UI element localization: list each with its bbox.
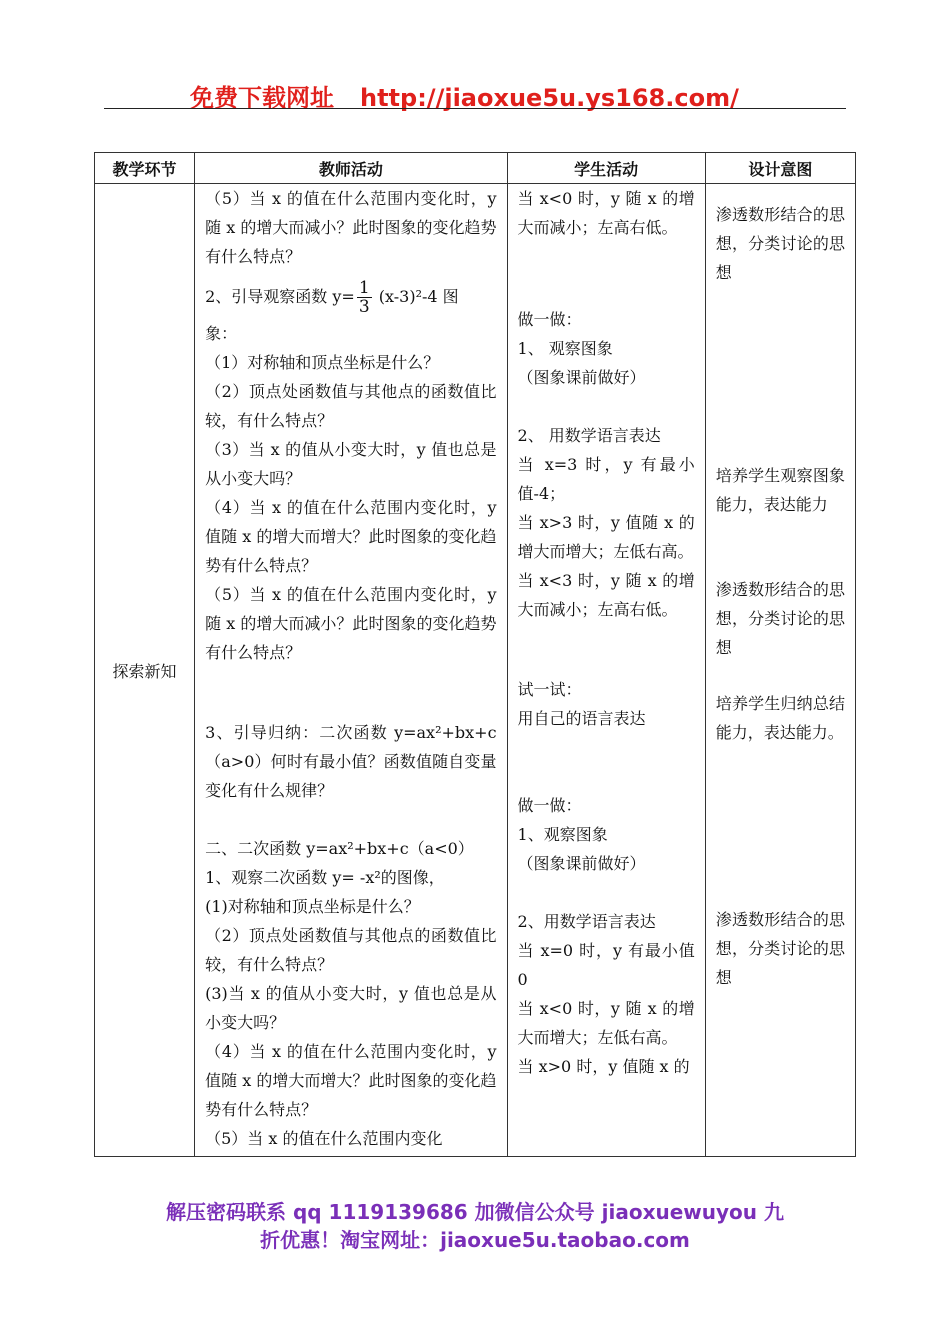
teacher-text: （3）当 x 的值从小变大时，y 值也总是从小变大吗？ <box>205 440 497 488</box>
footer-line-1: 解压密码联系 qq 1119139686 加微信公众号 jiaoxuewuyou 九 <box>166 1200 784 1224</box>
student-text: 2、用数学语言表达 <box>517 912 656 931</box>
student-text: 2、 用数学语言表达 <box>517 426 661 445</box>
teacher-text: （5）当 x 的值在什么范围内变化时，y 随 x 的增大而减小？此时图象的变化趋势有什么特点？ <box>205 585 497 662</box>
student-text: 当 x=3 时，y 有最小值-4； <box>517 455 695 503</box>
student-text: 当 x<0 时，y 随 x 的增大而减小；左高右低。 <box>517 189 695 237</box>
footer-line-2: 折优惠！淘宝网址：jiaoxue5u.taobao.com <box>260 1228 690 1252</box>
student-text: 试一试： <box>517 680 582 699</box>
student-text: 当 x<0 时，y 随 x 的增大而增大；左低右高。 <box>517 999 695 1047</box>
header-label: 免费下载网址 <box>190 84 334 112</box>
teacher-text: (1)对称轴和顶点坐标是什么？ <box>205 897 420 916</box>
teacher-text: （2）顶点处函数值与其他点的函数值比较，有什么特点？ <box>205 926 497 974</box>
student-text: 1、 观察图象 <box>517 339 613 358</box>
student-text: （图象课前做好） <box>517 368 646 387</box>
header-url-link[interactable]: http://jiaoxue5u.ys168.com/ <box>360 84 739 112</box>
design-intent-cell <box>705 184 855 1157</box>
header-divider <box>104 108 846 109</box>
teacher-text: 1、观察二次函数 y= -x²的图像， <box>205 868 445 887</box>
teacher-text: （1）对称轴和顶点坐标是什么？ <box>205 353 440 372</box>
teacher-text: 3、引导归纳：二次函数 y=ax²+bx+c（a>0）何时有最小值？函数值随自变量变化有什么规律？ <box>205 723 497 800</box>
intent-text: 渗透数形结合的思想，分类讨论的思想 <box>715 580 845 657</box>
lesson-plan-table <box>94 152 856 1157</box>
student-activity-cell <box>507 184 705 1157</box>
fraction: $\frac{1}{3}$ <box>358 278 370 317</box>
student-text: 当 x<3 时，y 随 x 的增大而减小；左高右低。 <box>517 571 695 619</box>
teacher-text: （5）当 x 的值在什么范围内变化时，y 随 x 的增大而减小？此时图象的变化趋势有什么特点？ <box>205 189 497 266</box>
intent-text: 培养学生观察图象能力，表达能力 <box>715 466 845 514</box>
intent-text: 培养学生归纳总结能力，表达能力。 <box>715 694 845 742</box>
header-stage: 教学环节 <box>95 153 195 184</box>
teacher-text: （5）当 x 的值在什么范围内变化 <box>205 1129 443 1148</box>
student-text: 做一做： <box>517 796 582 815</box>
intent-text: 渗透数形结合的思想，分类讨论的思想 <box>715 205 845 282</box>
teacher-text: （2）顶点处函数值与其他点的函数值比较，有什么特点？ <box>205 382 497 430</box>
table-row <box>95 184 856 1157</box>
student-text: 当 x>3 时，y 值随 x 的增大而增大；左低右高。 <box>517 513 695 561</box>
teacher-text: (3)当 x 的值从小变大时，y 值也总是从小变大吗？ <box>205 984 497 1032</box>
header-student: 学生活动 <box>507 153 705 184</box>
student-text: （图象课前做好） <box>517 854 646 873</box>
student-text: 1、观察图象 <box>517 825 608 844</box>
intent-text: 渗透数形结合的思想，分类讨论的思想 <box>715 910 845 987</box>
student-text: 当 x>0 时，y 值随 x 的 <box>517 1057 690 1076</box>
header-intent: 设计意图 <box>705 153 855 184</box>
teacher-activity-cell <box>195 184 507 1157</box>
teacher-text: 二、二次函数 y=ax²+bx+c（a<0） <box>205 839 474 858</box>
teacher-text: 象： <box>205 324 238 343</box>
teacher-formula-line: 2、引导观察函数 y= $\frac{1}{3}$ (x-3)²-4 图 <box>205 278 459 317</box>
student-text: 当 x=0 时，y 有最小值 0 <box>517 941 695 989</box>
header-teacher: 教师活动 <box>195 153 507 184</box>
student-text: 用自己的语言表达 <box>517 709 646 728</box>
table-header-row <box>95 153 856 184</box>
teacher-text: （4）当 x 的值在什么范围内变化时，y 值随 x 的增大而增大？此时图象的变化趋势有什么特点？ <box>205 1042 497 1119</box>
student-text: 做一做： <box>517 310 582 329</box>
teacher-text: （4）当 x 的值在什么范围内变化时，y 值随 x 的增大而增大？此时图象的变化趋势有什么特点？ <box>205 498 497 575</box>
stage-cell: 探索新知 <box>95 184 195 1157</box>
